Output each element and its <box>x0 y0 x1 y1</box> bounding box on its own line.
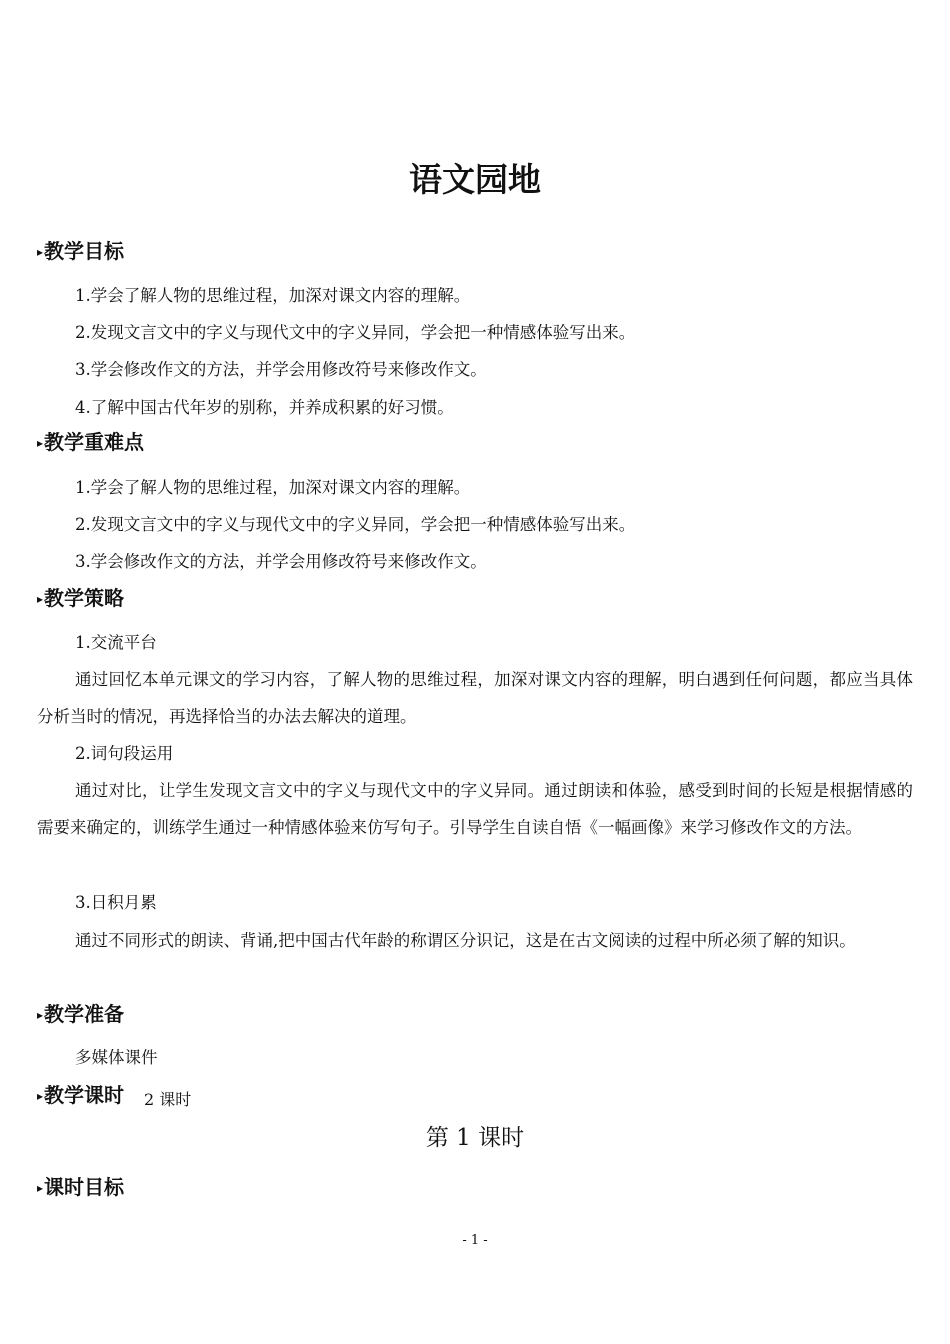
strategy-paragraph: 通过回忆本单元课文的学习内容，了解人物的思维过程，加深对课文内容的理解，明白遇到任何问题，都应当具体分析当时的情况，再选择恰当的办法去解决的道理。 <box>37 670 913 726</box>
strategy-subheading: 3.日积月累 <box>75 893 157 912</box>
strategy-subheading: 2.词句段运用 <box>75 744 174 763</box>
section-heading-preparation <box>37 1000 124 1029</box>
heading-label: 教学目标 <box>44 239 125 263</box>
key-point-item: 3.学会修改作文的方法，并学会用修改符号来修改作文。 <box>75 552 487 571</box>
key-point-item: 1.学会了解人物的思维过程，加深对课文内容的理解。 <box>75 478 471 497</box>
triangle-bullet-icon: ▸ <box>37 1181 44 1195</box>
heading-label: 教学准备 <box>44 1002 125 1026</box>
goal-item: 4.了解中国古代年岁的别称，并养成积累的好习惯。 <box>75 398 454 417</box>
triangle-bullet-icon: ▸ <box>37 436 44 450</box>
lesson-title: 第 1 课时 <box>425 1125 525 1151</box>
section-heading-strategy <box>37 584 124 613</box>
heading-label: 教学重难点 <box>44 430 145 454</box>
preparation-text: 多媒体课件 <box>75 1048 158 1067</box>
triangle-bullet-icon: ▸ <box>37 1008 44 1022</box>
document-title: 语文园地 <box>409 160 541 199</box>
section-heading-lesson-goals <box>37 1173 124 1202</box>
triangle-bullet-icon: ▸ <box>37 245 44 259</box>
goal-item: 2.发现文言文中的字义与现代文中的字义异同，学会把一种情感体验写出来。 <box>75 323 636 342</box>
triangle-bullet-icon: ▸ <box>37 1089 44 1103</box>
strategy-subheading: 1.交流平台 <box>75 633 157 652</box>
section-heading-hours <box>37 1081 191 1114</box>
heading-label: 教学课时 <box>44 1083 125 1107</box>
heading-label: 教学策略 <box>44 586 125 610</box>
section-heading-key-points <box>37 428 144 457</box>
goal-item: 3.学会修改作文的方法，并学会用修改符号来修改作文。 <box>75 360 487 379</box>
strategy-paragraph: 通过对比，让学生发现文言文中的字义与现代文中的字义异同。通过朗读和体验，感受到时间的长短是根据情感的需要来确定的，训练学生通过一种情感体验来仿写句子。引导学生自读自悟《一幅画像》来学习修改作文的方法。 <box>37 781 913 837</box>
page-number: - 1 - <box>462 1233 488 1248</box>
heading-label: 课时目标 <box>44 1175 125 1199</box>
strategy-paragraph: 通过不同形式的朗读、背诵,把中国古代年龄的称谓区分识记，这是在古文阅读的过程中所必须了解的知识。 <box>75 931 856 950</box>
section-heading-goals <box>37 237 124 266</box>
goal-item: 1.学会了解人物的思维过程，加深对课文内容的理解。 <box>75 286 471 305</box>
hours-value: 2 课时 <box>144 1090 192 1109</box>
triangle-bullet-icon: ▸ <box>37 592 44 606</box>
key-point-item: 2.发现文言文中的字义与现代文中的字义异同，学会把一种情感体验写出来。 <box>75 515 636 534</box>
